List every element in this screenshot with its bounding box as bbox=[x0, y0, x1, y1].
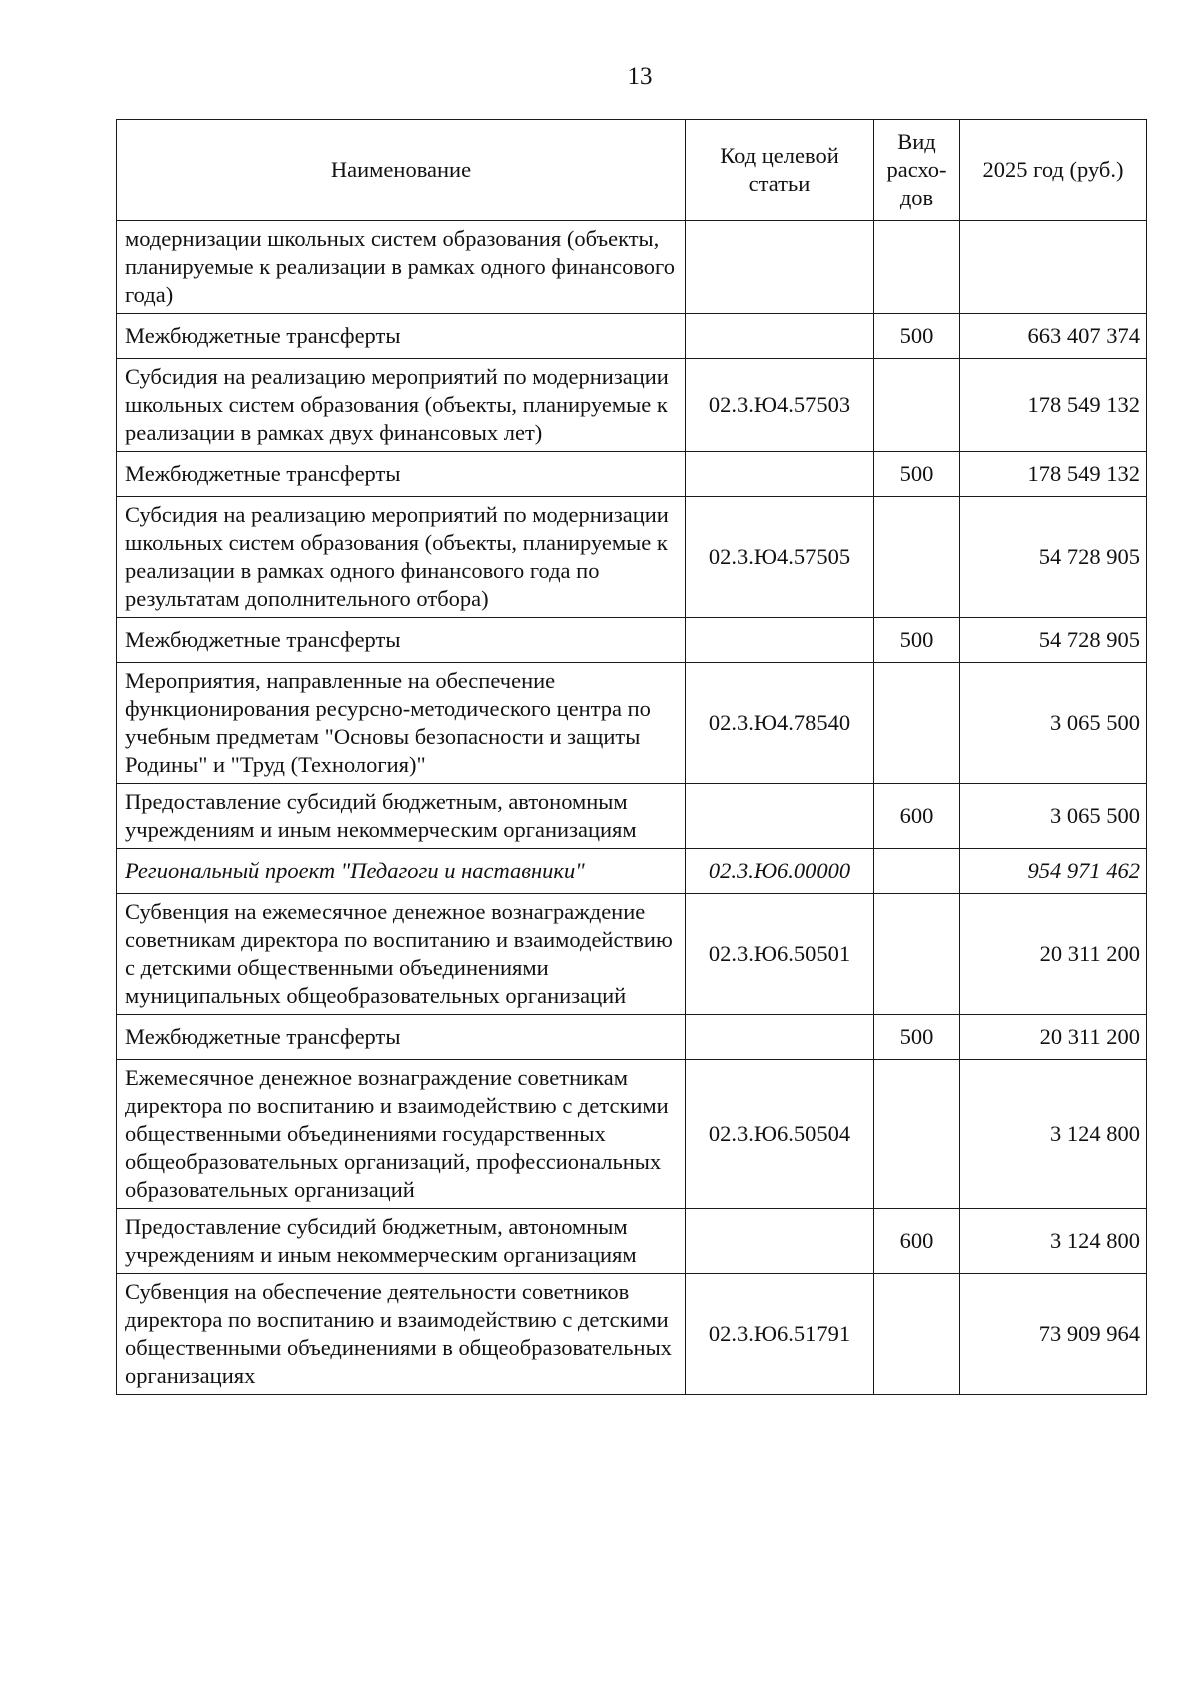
row-code: 02.3.Ю6.51791 bbox=[686, 1274, 874, 1395]
row-code: 02.3.Ю6.50501 bbox=[686, 894, 874, 1015]
row-kind: 500 bbox=[874, 452, 960, 497]
row-amount: 73 909 964 bbox=[960, 1274, 1147, 1395]
header-name: Наименование bbox=[117, 120, 686, 221]
row-code: 02.3.Ю4.57503 bbox=[686, 359, 874, 452]
row-code bbox=[686, 452, 874, 497]
row-name: Межбюджетные трансферты bbox=[117, 452, 686, 497]
page-number: 13 bbox=[627, 63, 653, 90]
row-name: Региональный проект "Педагоги и наставники" bbox=[117, 849, 686, 894]
row-kind bbox=[874, 663, 960, 784]
row-name: модернизации школьных систем образования (объекты, планируемые к реализации в рамках одного финансового года) bbox=[117, 221, 686, 314]
row-amount: 663 407 374 bbox=[960, 314, 1147, 359]
row-code bbox=[686, 314, 874, 359]
row-code bbox=[686, 1015, 874, 1060]
row-code: 02.3.Ю6.50504 bbox=[686, 1060, 874, 1209]
row-code: 02.3.Ю6.00000 bbox=[686, 849, 874, 894]
table-row bbox=[117, 849, 1147, 894]
row-amount: 3 065 500 bbox=[960, 663, 1147, 784]
row-amount: 3 124 800 bbox=[960, 1209, 1147, 1274]
row-kind bbox=[874, 359, 960, 452]
row-code bbox=[686, 618, 874, 663]
row-name: Мероприятия, направленные на обеспечение функционирования ресурсно-методического центра по учебным предметам "Основы безопасности и защиты Родины" и "Труд (Технология)" bbox=[117, 663, 686, 784]
row-kind bbox=[874, 1274, 960, 1395]
row-amount: 3 124 800 bbox=[960, 1060, 1147, 1209]
row-kind: 600 bbox=[874, 784, 960, 849]
row-amount: 954 971 462 bbox=[960, 849, 1147, 894]
table-header-row bbox=[117, 120, 1147, 221]
row-name: Межбюджетные трансферты bbox=[117, 314, 686, 359]
table-row bbox=[117, 1060, 1147, 1209]
header-kind: Вид расхо-дов bbox=[874, 120, 960, 221]
table-row bbox=[117, 359, 1147, 452]
row-name: Предоставление субсидий бюджетным, автономным учреждениям и иным некоммерческим организациям bbox=[117, 1209, 686, 1274]
header-amount: 2025 год (руб.) bbox=[960, 120, 1147, 221]
row-code: 02.3.Ю4.57505 bbox=[686, 497, 874, 618]
table-row bbox=[117, 1015, 1147, 1060]
table-row bbox=[117, 663, 1147, 784]
row-name: Межбюджетные трансферты bbox=[117, 1015, 686, 1060]
row-amount: 178 549 132 bbox=[960, 359, 1147, 452]
row-kind bbox=[874, 894, 960, 1015]
row-amount: 54 728 905 bbox=[960, 618, 1147, 663]
row-amount: 54 728 905 bbox=[960, 497, 1147, 618]
budget-table bbox=[116, 119, 1147, 1395]
row-kind: 500 bbox=[874, 1015, 960, 1060]
row-amount: 20 311 200 bbox=[960, 1015, 1147, 1060]
row-kind bbox=[874, 497, 960, 618]
row-kind bbox=[874, 849, 960, 894]
row-code: 02.3.Ю4.78540 bbox=[686, 663, 874, 784]
table-row bbox=[117, 618, 1147, 663]
row-amount bbox=[960, 221, 1147, 314]
row-kind: 500 bbox=[874, 618, 960, 663]
row-kind: 500 bbox=[874, 314, 960, 359]
header-code: Код целевой статьи bbox=[686, 120, 874, 221]
row-code bbox=[686, 784, 874, 849]
row-name: Субвенция на ежемесячное денежное вознаграждение советникам директора по воспитанию и взаимодействию с детскими общественными объединениями муниципальных общеобразовательных организаций bbox=[117, 894, 686, 1015]
row-name: Предоставление субсидий бюджетным, автономным учреждениям и иным некоммерческим организациям bbox=[117, 784, 686, 849]
row-amount: 3 065 500 bbox=[960, 784, 1147, 849]
row-amount: 178 549 132 bbox=[960, 452, 1147, 497]
row-kind bbox=[874, 1060, 960, 1209]
table-row bbox=[117, 1274, 1147, 1395]
table-row bbox=[117, 784, 1147, 849]
row-name: Субвенция на обеспечение деятельности советников директора по воспитанию и взаимодействию с детскими общественными объединениями в общеобразовательных организациях bbox=[117, 1274, 686, 1395]
row-name: Субсидия на реализацию мероприятий по модернизации школьных систем образования (объекты, планируемые к реализации в рамках одного финансового года по результатам дополнительного отбора) bbox=[117, 497, 686, 618]
table-row bbox=[117, 452, 1147, 497]
row-kind: 600 bbox=[874, 1209, 960, 1274]
row-name: Межбюджетные трансферты bbox=[117, 618, 686, 663]
row-amount: 20 311 200 bbox=[960, 894, 1147, 1015]
row-code bbox=[686, 1209, 874, 1274]
table-row bbox=[117, 221, 1147, 314]
row-name: Ежемесячное денежное вознаграждение советникам директора по воспитанию и взаимодействию с детскими общественными объединениями государственных общеобразовательных организаций, профессиональных образовательных организаций bbox=[117, 1060, 686, 1209]
table-row bbox=[117, 894, 1147, 1015]
table-row bbox=[117, 497, 1147, 618]
table-row bbox=[117, 1209, 1147, 1274]
table-row bbox=[117, 314, 1147, 359]
row-code bbox=[686, 221, 874, 314]
row-kind bbox=[874, 221, 960, 314]
row-name: Субсидия на реализацию мероприятий по модернизации школьных систем образования (объекты, планируемые к реализации в рамках двух финансовых лет) bbox=[117, 359, 686, 452]
